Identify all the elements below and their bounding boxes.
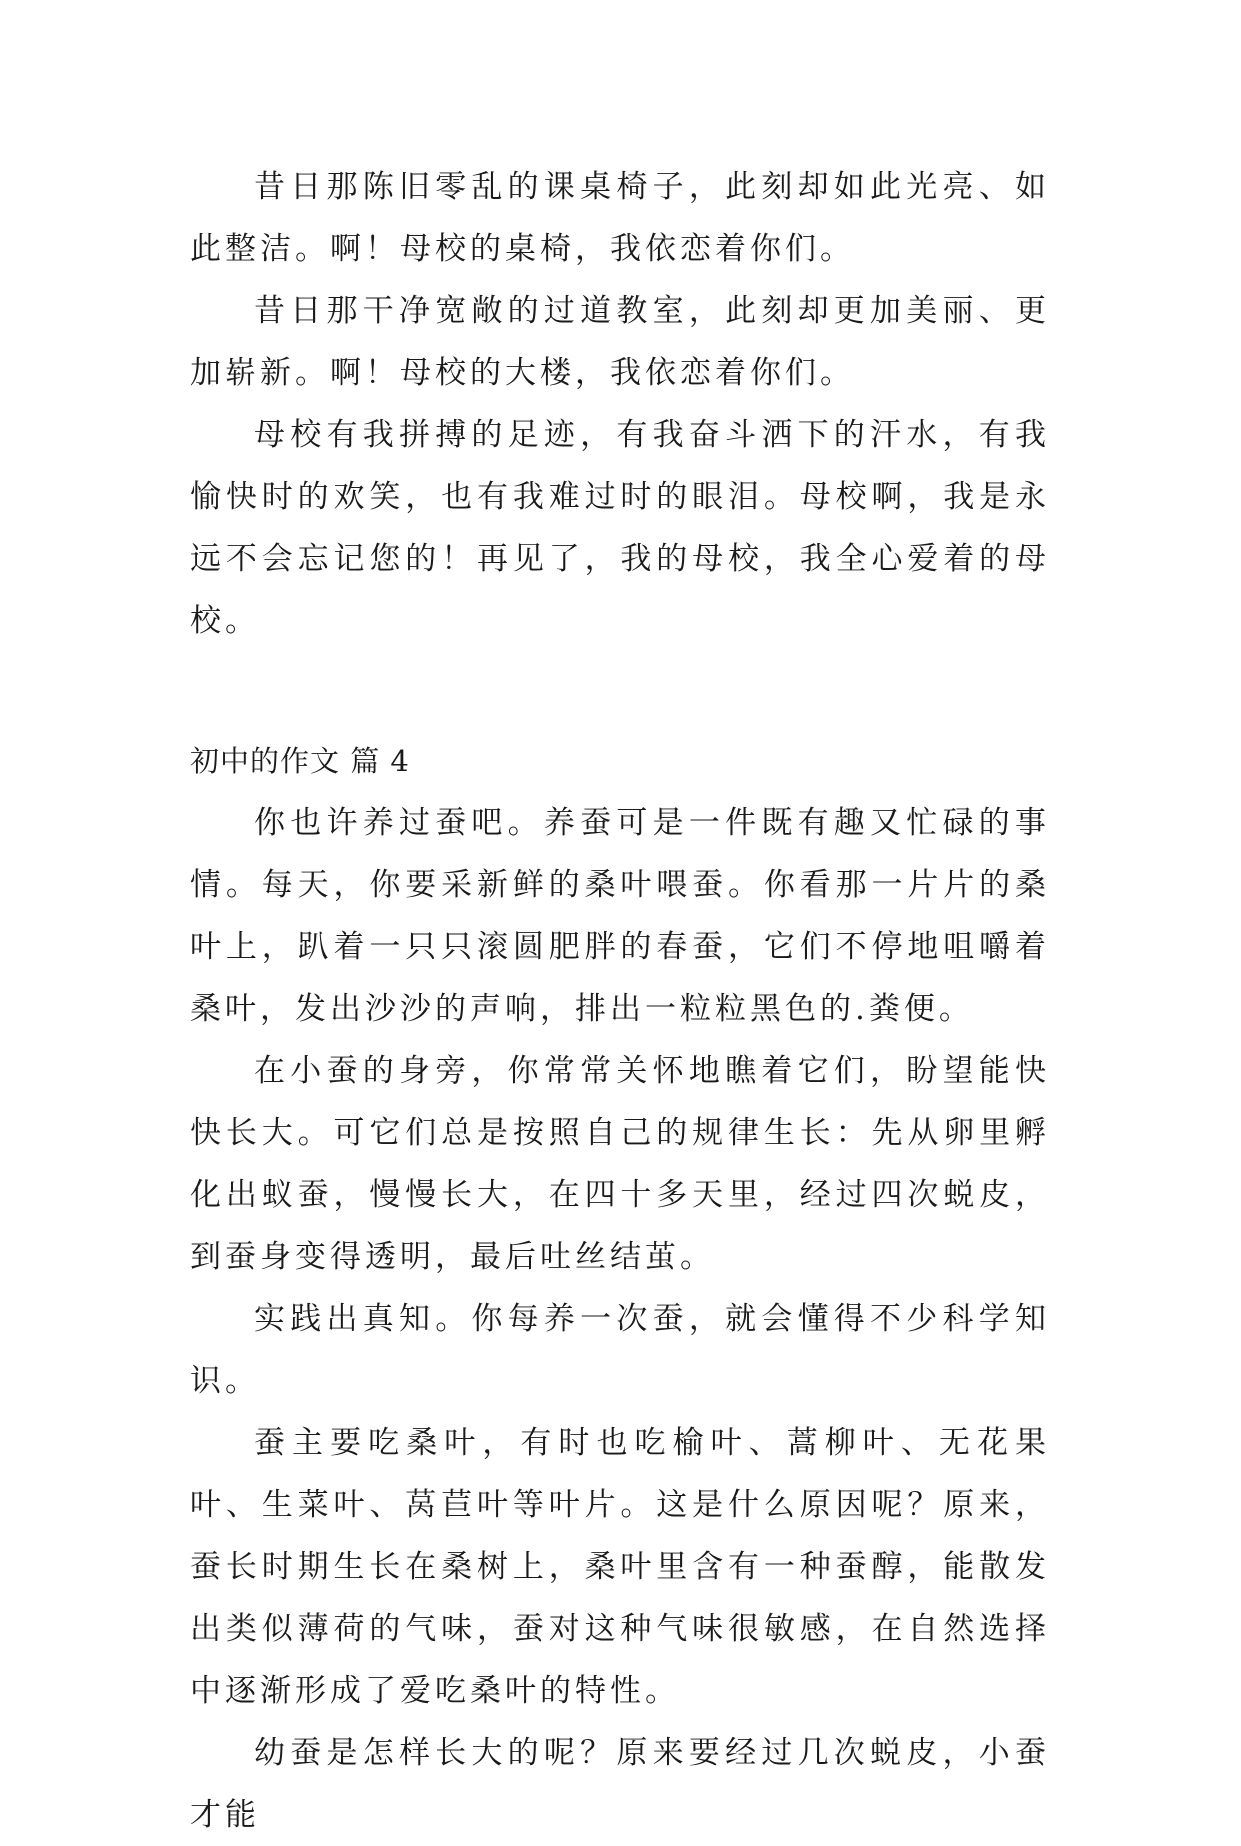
document-body <box>190 156 1050 1846</box>
paragraph: 你也许养过蚕吧。养蚕可是一件既有趣又忙碌的事情。每天，你要采新鲜的桑叶喂蚕。你看那一片片的桑叶上，趴着一只只滚圆肥胖的春蚕，它们不停地咀嚼着桑叶，发出沙沙的声响，排出一粒粒黑色的.粪便。 <box>190 805 1050 1027</box>
paragraph: 幼蚕是怎样长大的呢？原来要经过几次蜕皮，小蚕才能 <box>190 1735 1050 1833</box>
paragraph: 在小蚕的身旁，你常常关怀地瞧着它们，盼望能快快长大。可它们总是按照自己的规律生长：先从卵里孵化出蚁蚕，慢慢长大，在四十多天里，经过四次蜕皮，到蚕身变得透明，最后吐丝结茧。 <box>190 1053 1050 1275</box>
section-title: 初中的作文 篇 4 <box>190 744 410 778</box>
paragraph: 蚕主要吃桑叶，有时也吃榆叶、蒿柳叶、无花果叶、生菜叶、莴苣叶等叶片。这是什么原因呢？原来，蚕长时期生长在桑树上，桑叶里含有一种蚕醇，能散发出类似薄荷的气味，蚕对这种气味很敏感，在自然选择中逐渐形成了爱吃桑叶的特性。 <box>190 1425 1050 1709</box>
paragraph: 母校有我拼搏的足迹，有我奋斗洒下的汗水，有我愉快时的欢笑，也有我难过时的眼泪。母校啊，我是永远不会忘记您的！再见了，我的母校，我全心爱着的母校。 <box>190 417 1050 639</box>
paragraph: 昔日那干净宽敞的过道教室，此刻却更加美丽、更加崭新。啊！母校的大楼，我依恋着你们。 <box>190 293 1050 391</box>
paragraph: 实践出真知。你每养一次蚕，就会懂得不少科学知识。 <box>190 1301 1050 1399</box>
paragraph: 昔日那陈旧零乱的课桌椅子，此刻却如此光亮、如此整洁。啊！母校的桌椅，我依恋着你们。 <box>190 169 1050 267</box>
